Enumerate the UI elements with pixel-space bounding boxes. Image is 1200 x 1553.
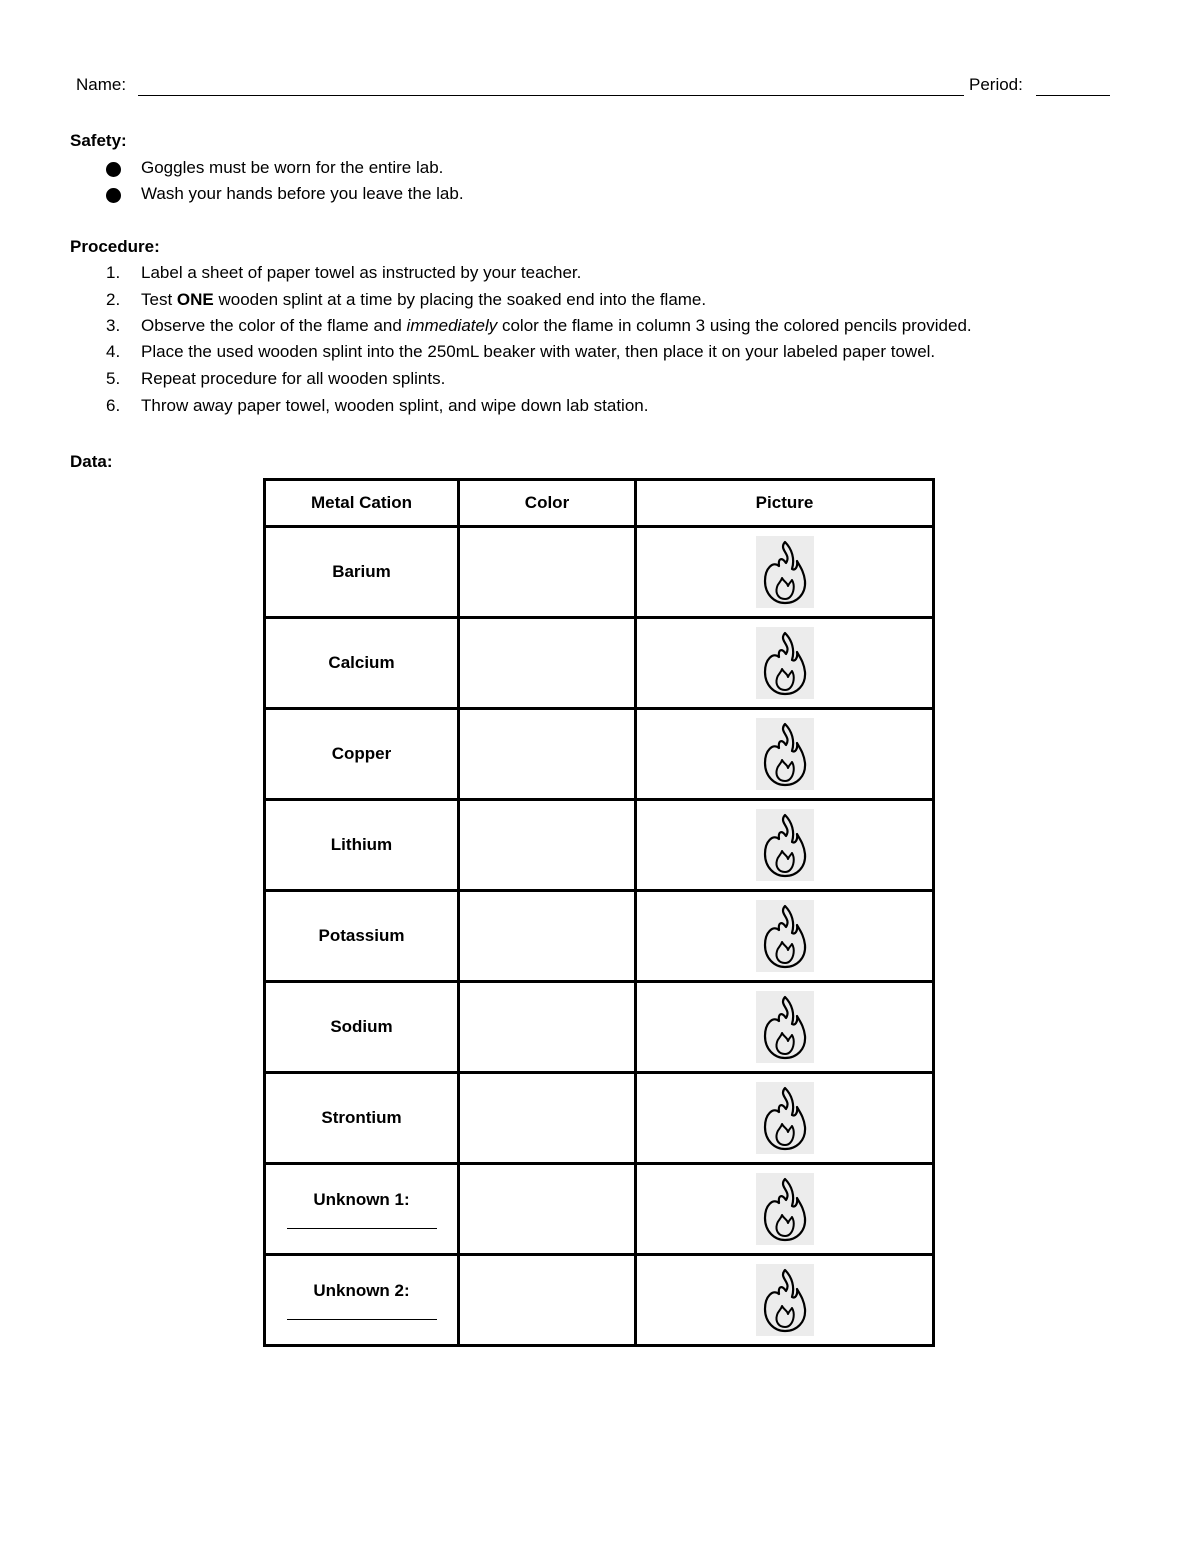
picture-cell — [636, 891, 934, 982]
step-text-emphasis: immediately — [406, 316, 498, 335]
bullet-icon — [106, 188, 121, 203]
table-row — [265, 800, 934, 891]
step-text-emphasis: ONE — [176, 290, 214, 309]
step-number: 4. — [106, 342, 121, 361]
name-label: Name: — [76, 75, 127, 94]
cation-label: Copper — [331, 744, 392, 763]
step-text: Place the used wooden splint into the 250mL beaker with water, then place it on your labeled paper towel. — [141, 342, 936, 361]
step-text-part: Test — [141, 290, 177, 309]
flame-icon[interactable] — [756, 991, 814, 1063]
flame-icon[interactable] — [756, 718, 814, 790]
table-row — [265, 1255, 934, 1346]
color-cell[interactable] — [459, 1164, 636, 1255]
flame-icon[interactable] — [756, 1173, 814, 1245]
cation-cell — [265, 891, 459, 982]
safety-title: Safety: — [70, 131, 127, 150]
cation-label: Sodium — [330, 1017, 393, 1036]
picture-cell — [636, 982, 934, 1073]
color-cell[interactable] — [459, 527, 636, 618]
cation-cell — [265, 1164, 459, 1255]
unknown-answer-blank[interactable] — [287, 1228, 437, 1229]
step-text: Throw away paper towel, wooden splint, and wipe down lab station. — [141, 396, 649, 415]
color-cell[interactable] — [459, 1255, 636, 1346]
table-header-row — [265, 480, 934, 527]
picture-cell — [636, 1073, 934, 1164]
picture-cell — [636, 800, 934, 891]
cation-label: Potassium — [318, 926, 405, 945]
cation-cell — [265, 800, 459, 891]
step-number: 6. — [106, 396, 121, 415]
cation-cell — [265, 1073, 459, 1164]
picture-cell — [636, 709, 934, 800]
color-cell[interactable] — [459, 982, 636, 1073]
flame-icon[interactable] — [756, 1082, 814, 1154]
table-row — [265, 709, 934, 800]
cation-label: Unknown 1: — [313, 1189, 410, 1209]
unknown-cation — [266, 1281, 457, 1320]
safety-item-text: Wash your hands before you leave the lab. — [141, 184, 464, 203]
column-header-color: Color — [459, 480, 636, 527]
cation-label: Strontium — [321, 1108, 402, 1127]
procedure-title: Procedure: — [70, 237, 160, 256]
step-text-part: Observe the color of the flame and — [141, 316, 407, 335]
column-header-cation: Metal Cation — [265, 480, 459, 527]
unknown-cation — [266, 1190, 457, 1229]
cation-label: Lithium — [330, 835, 393, 854]
unknown-answer-blank[interactable] — [287, 1319, 437, 1320]
cation-label: Barium — [332, 562, 391, 581]
color-cell[interactable] — [459, 891, 636, 982]
cation-cell — [265, 709, 459, 800]
table-row — [265, 891, 934, 982]
flame-icon[interactable] — [756, 809, 814, 881]
cation-label: Unknown 2: — [313, 1280, 410, 1300]
picture-cell — [636, 1255, 934, 1346]
data-title: Data: — [70, 452, 113, 471]
table-body — [265, 527, 934, 1346]
flame-icon[interactable] — [756, 536, 814, 608]
flame-icon[interactable] — [756, 1264, 814, 1336]
cation-cell — [265, 1255, 459, 1346]
flame-icon[interactable] — [756, 627, 814, 699]
color-cell[interactable] — [459, 1073, 636, 1164]
safety-item-text: Goggles must be worn for the entire lab. — [141, 158, 444, 177]
color-cell[interactable] — [459, 618, 636, 709]
cation-cell — [265, 618, 459, 709]
color-cell[interactable] — [459, 709, 636, 800]
name-blank[interactable] — [138, 95, 964, 96]
picture-cell — [636, 1164, 934, 1255]
period-blank[interactable] — [1036, 95, 1110, 96]
picture-cell — [636, 527, 934, 618]
step-number: 2. — [106, 290, 121, 309]
step-text — [141, 316, 972, 336]
name-period-line — [76, 73, 1116, 99]
cation-cell — [265, 982, 459, 1073]
step-text-part: color the flame in column 3 using the colored pencils provided. — [497, 316, 972, 335]
flame-icon[interactable] — [756, 900, 814, 972]
table-row — [265, 527, 934, 618]
period-label: Period: — [969, 75, 1023, 94]
picture-cell — [636, 618, 934, 709]
column-header-picture: Picture — [636, 480, 934, 527]
table-row — [265, 1164, 934, 1255]
step-text: Label a sheet of paper towel as instructed by your teacher. — [141, 263, 582, 282]
cation-cell — [265, 527, 459, 618]
flame-test-table — [263, 478, 935, 1347]
step-text-part: wooden splint at a time by placing the soaked end into the flame. — [213, 290, 707, 309]
step-text — [141, 290, 706, 310]
step-number: 1. — [106, 263, 121, 282]
step-text: Repeat procedure for all wooden splints. — [141, 369, 446, 388]
table-row — [265, 618, 934, 709]
step-number: 5. — [106, 369, 121, 388]
step-number: 3. — [106, 316, 121, 335]
cation-label: Calcium — [328, 653, 395, 672]
bullet-icon — [106, 162, 121, 177]
color-cell[interactable] — [459, 800, 636, 891]
table-row — [265, 982, 934, 1073]
table-row — [265, 1073, 934, 1164]
